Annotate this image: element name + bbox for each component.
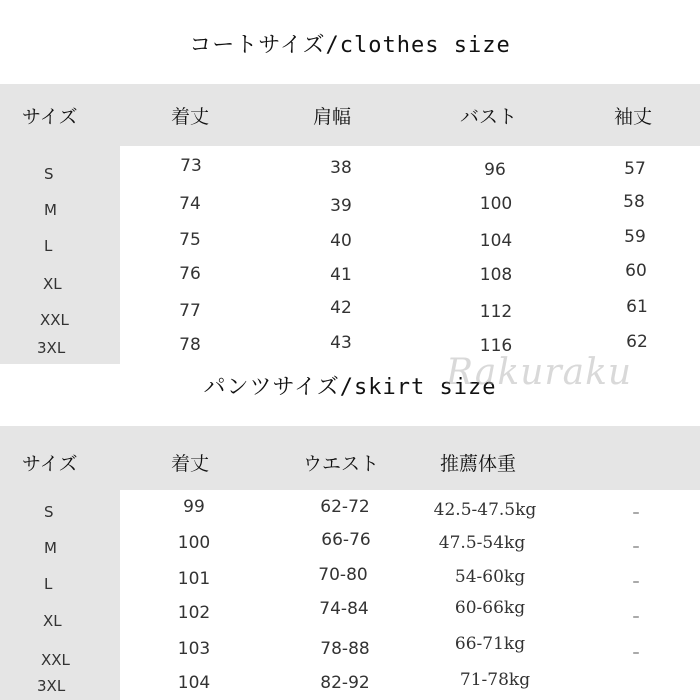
coat-length-cell: 74 <box>179 194 201 214</box>
pants-length-cell: 99 <box>183 497 205 517</box>
coat-length-cell: 73 <box>180 156 202 176</box>
coat-sleeve-cell: 57 <box>624 159 646 179</box>
coat-header-bust: バスト <box>460 106 518 128</box>
coat-sleeve-cell: 61 <box>626 297 648 317</box>
coat-length-cell: 78 <box>179 335 201 355</box>
pants-waist-cell: 82-92 <box>320 673 370 693</box>
coat-size-cell: XXL <box>40 311 69 329</box>
coat-shoulder-cell: 43 <box>330 333 352 353</box>
pants-weight-cell: 42.5-47.5kg <box>433 500 537 520</box>
pants-size-cell: L <box>44 575 53 593</box>
coat-header-size: サイズ <box>22 106 78 128</box>
pants-header-waist: ウエスト <box>303 453 380 475</box>
pants-waist-cell: 66-76 <box>321 530 371 550</box>
coat-table-body <box>120 146 700 364</box>
pants-waist-cell: 62-72 <box>320 497 370 517</box>
pants-length-cell: 101 <box>177 569 211 589</box>
pants-header-size: サイズ <box>22 453 78 475</box>
coat-shoulder-cell: 42 <box>330 298 352 318</box>
pants-size-cell: M <box>44 539 57 557</box>
coat-shoulder-cell: 39 <box>330 196 352 216</box>
pants-header-weight: 推薦体重 <box>440 453 517 475</box>
coat-shoulder-cell: 41 <box>330 265 352 285</box>
pants-dash-cell: – <box>632 609 640 625</box>
pants-size-title: パンツサイズ/skirt size <box>203 375 497 400</box>
coat-bust-cell: 104 <box>479 231 513 251</box>
pants-length-cell: 100 <box>177 533 211 553</box>
coat-bust-cell: 116 <box>479 336 513 356</box>
pants-table-body <box>120 490 700 700</box>
coat-length-cell: 77 <box>179 301 201 321</box>
pants-weight-cell: 54-60kg <box>454 567 526 587</box>
pants-weight-cell: 60-66kg <box>454 598 526 618</box>
pants-dash-cell: – <box>632 645 640 661</box>
pants-dash-cell: – <box>632 574 640 590</box>
pants-size-cell: XXL <box>41 651 70 669</box>
coat-sleeve-cell: 62 <box>626 332 648 352</box>
coat-bust-cell: 112 <box>479 302 513 322</box>
coat-size-cell: M <box>44 201 57 219</box>
pants-length-cell: 103 <box>177 639 211 659</box>
coat-shoulder-cell: 38 <box>330 158 352 178</box>
coat-header-sleeve: 袖丈 <box>614 106 653 128</box>
pants-dash-cell: – <box>632 505 640 521</box>
pants-weight-cell: 71-78kg <box>459 670 531 690</box>
pants-waist-cell: 74-84 <box>319 599 369 619</box>
coat-size-title: コートサイズ/clothes size <box>189 33 511 58</box>
pants-length-cell: 102 <box>177 603 211 623</box>
pants-length-cell: 104 <box>177 673 211 693</box>
pants-dash-cell: – <box>632 539 640 555</box>
coat-sleeve-cell: 59 <box>624 227 646 247</box>
pants-waist-cell: 78-88 <box>320 639 370 659</box>
pants-waist-cell: 70-80 <box>318 565 368 585</box>
brand-watermark: Rakuraku <box>446 352 633 393</box>
coat-bust-cell: 100 <box>479 194 513 214</box>
coat-size-cell: 3XL <box>37 339 66 357</box>
coat-sleeve-cell: 58 <box>623 192 645 212</box>
coat-size-cell: XL <box>43 275 62 293</box>
pants-size-cell: XL <box>43 612 62 630</box>
pants-size-cell: 3XL <box>37 677 66 695</box>
coat-size-cell: S <box>44 165 54 183</box>
coat-header-length: 着丈 <box>171 106 210 128</box>
coat-size-cell: L <box>44 237 53 255</box>
pants-header-length: 着丈 <box>171 453 210 475</box>
coat-sleeve-cell: 60 <box>625 261 647 281</box>
coat-bust-cell: 96 <box>484 160 506 180</box>
pants-weight-cell: 47.5-54kg <box>438 533 526 553</box>
coat-length-cell: 75 <box>179 230 201 250</box>
coat-shoulder-cell: 40 <box>330 231 352 251</box>
coat-length-cell: 76 <box>179 264 201 284</box>
pants-size-cell: S <box>44 503 54 521</box>
coat-header-shoulder: 肩幅 <box>313 106 352 128</box>
pants-weight-cell: 66-71kg <box>454 634 526 654</box>
coat-bust-cell: 108 <box>479 265 513 285</box>
